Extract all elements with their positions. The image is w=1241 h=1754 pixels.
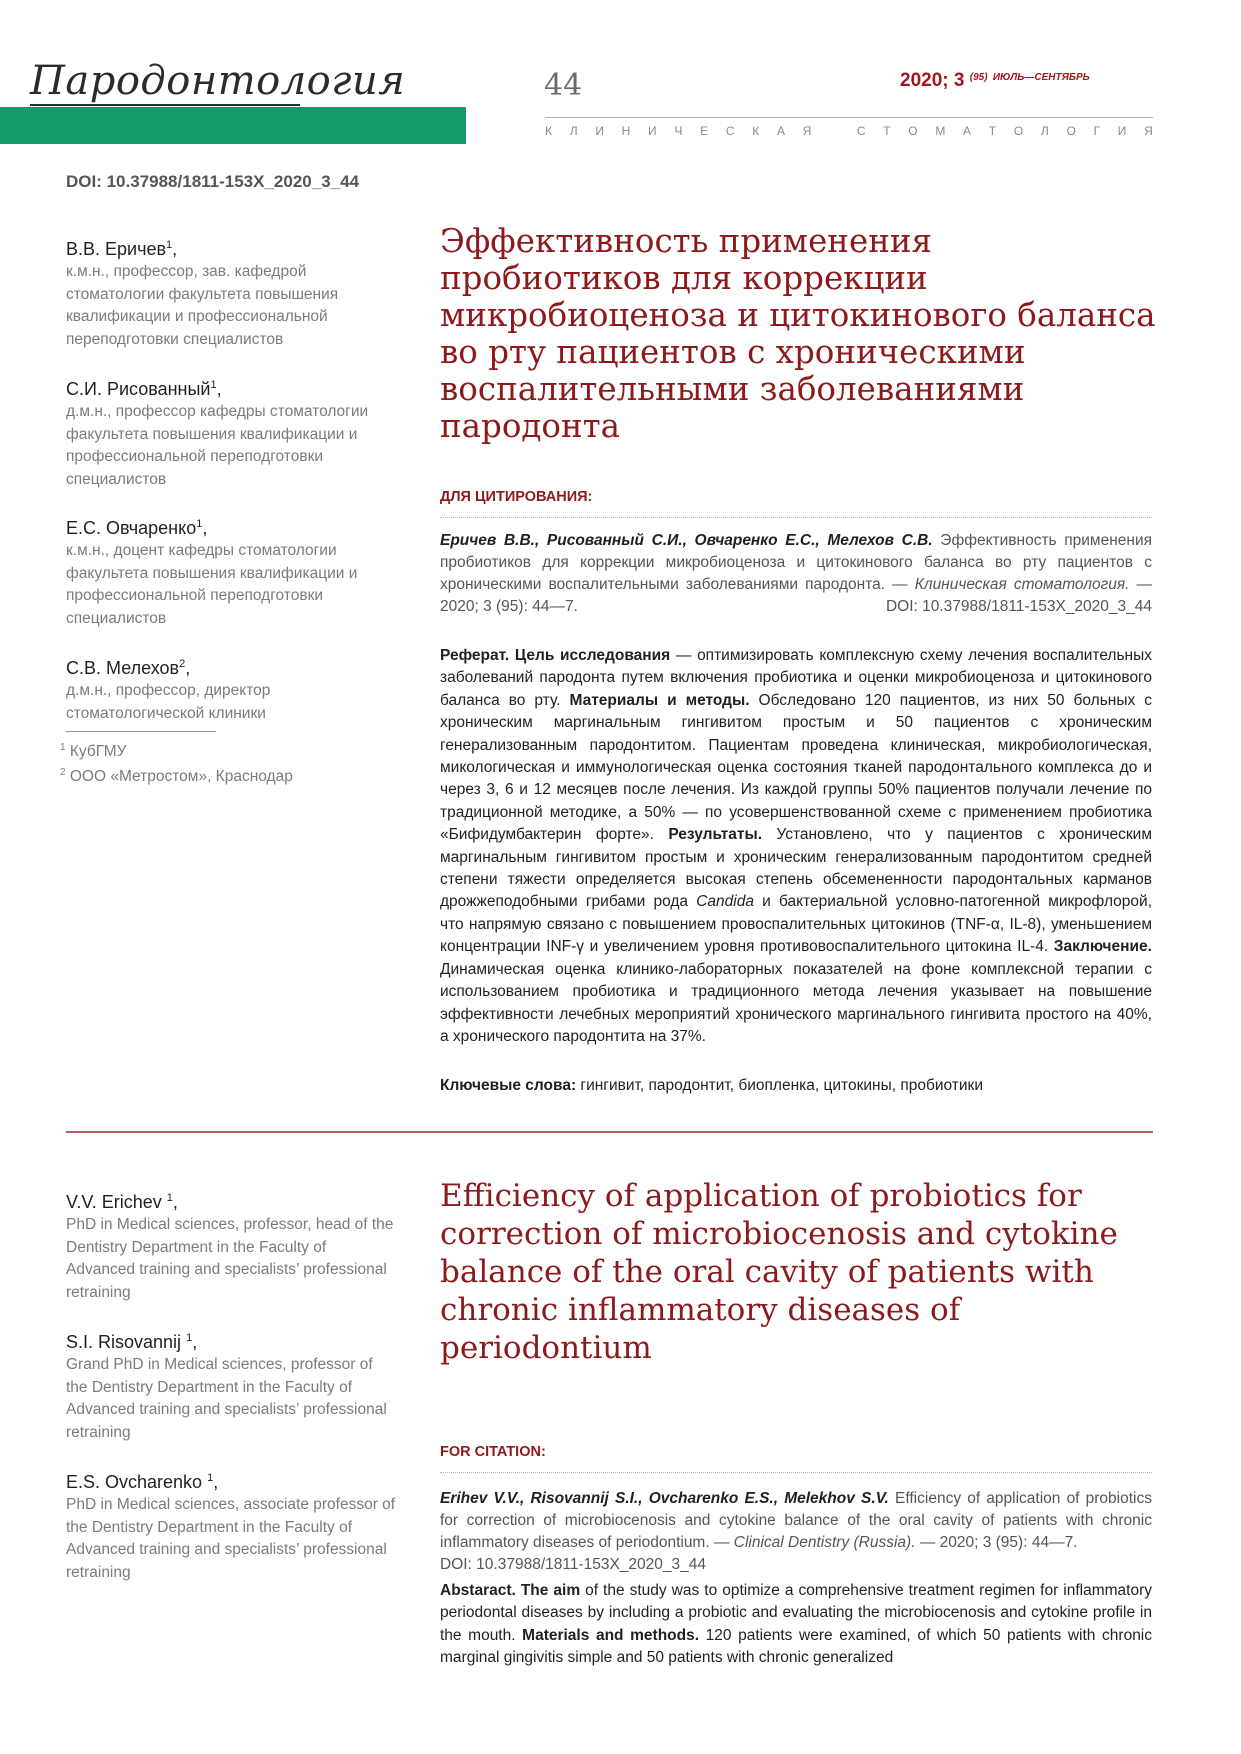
citation-label-ru: ДЛЯ ЦИТИРОВАНИЯ: <box>440 489 593 505</box>
author-en-1: V.V. Erichev $^1$, PhD in Medical sciences, professor, head of the Dentistry Department in the Faculty of Advanced training and specialists’ professional retraining <box>66 1186 396 1304</box>
journal-letter: К <box>545 124 552 138</box>
footnote-1 <box>60 737 127 763</box>
author-ru-2: С.И. Рисованный$^1$, д.м.н., профессор кафедры стоматологии факультета повышения квалификации и профессиональной переподготовки специалистов <box>66 373 396 491</box>
title-ru: Эффективность применения пробиотиков для коррекции микробиоценоза и цитокинового баланса во рту пациентов с хроническими воспалительными заболеваниями пародонта <box>440 222 1156 445</box>
author-name: Е.С. Овчаренко <box>66 518 197 538</box>
issue-period: ИЮЛЬ—СЕНТЯБРЬ <box>992 72 1090 83</box>
citation-journal: Clinical Dentistry (Russia). <box>733 1534 916 1551</box>
abstract-text: Динамическая оценка клинико-лабораторных показателей на фоне комплексной терапии с использованием пробиотика и традиционного метода лечения указывает на повышение эффективности лечебных мероприятий хронического маргинального гингивита простого на 40%, а хронического пародонтита на 37%. <box>440 960 1152 1045</box>
abstract-text: 120 patients were examined, of which 50 patients with chronic marginal gingivitis simple and 50 patients with chronic generalized <box>440 1626 1153 1667</box>
citation-label-en: FOR CITATION: <box>440 1444 546 1460</box>
keywords-ru <box>440 1077 983 1095</box>
logo-underline <box>30 104 300 106</box>
author-ru-3: Е.С. Овчаренко$^1$, к.м.н., доцент кафедры стоматологии факультета повышения квалификации и профессиональной переподготовки специалистов <box>66 512 396 630</box>
citation-tail: — 2020; 3 (95): 44—7. <box>440 576 1152 615</box>
author-affiliation: д.м.н., профессор, директор стоматологической клиники <box>66 682 271 722</box>
journal-letter: М <box>935 124 946 138</box>
author-affiliation: PhD in Medical sciences, professor, head of the Dentistry Department in the Faculty of Advanced training and specialists’ professional retraining <box>66 1216 394 1301</box>
abstract-text: и бактериальной условно-патогенной микрофлорой, что напрямую связано с повышением провоспалительных цитокинов (TNF-α, IL-8), уменьшением концентрации INF-γ и увеличением уровня противовоспалительного цитокина IL-4. <box>440 893 1152 956</box>
author-name: С.В. Мелехов <box>66 658 180 678</box>
author-name: E.S. Ovcharenko <box>66 1472 203 1492</box>
abstract-italic: Candida <box>696 893 754 911</box>
citation-en <box>440 1488 1152 1576</box>
article-doi: DOI: 10.37988/1811-153X_2020_3_44 <box>66 172 360 191</box>
journal-name <box>545 124 1153 138</box>
abstract-heading: Реферат. Цель исследования <box>440 647 671 664</box>
abstract-text: Обследовано 120 пациентов, из них 50 больных с хроническим маргинальным гингивитом простым и 50 пациентов с хроническим генерализованным пародонтитом. Пациентам проведена клиническая, микробиологическая, микологическая и иммунологическая оценка состояния тканей пародонтального комплекса до и через 3, 6 и 12 месяцев после лечения. Из каждой группы 50% пациентов получали лечение по традиционной методике, а 50% — по усовершенствованной схеме с применением пробиотика «Бифидумбактерин форте». <box>440 691 1152 844</box>
author-sup: 1 <box>207 1472 214 1484</box>
journal-letter: О <box>908 124 918 138</box>
author-sup: 1 <box>196 518 203 530</box>
author-affiliation: д.м.н., профессор кафедры стоматологии факультета повышения квалификации и профессиональной переподготовки специалистов <box>66 403 369 488</box>
footnote-text: КубГМУ <box>69 743 127 761</box>
keywords-label: Ключевые слова: <box>440 1077 577 1094</box>
abstract-text: Установлено, что у пациентов с хроническим маргинальным гингивитом простым и хроническим генерализованным пародонтитом средней степени тяжести определяется высокая степень обсемененности пародонтальных карманов дрожжеподобными грибами рода <box>440 826 1152 911</box>
abstract-en <box>440 1580 1152 1670</box>
author-affiliation: PhD in Medical sciences, associate professor of the Dentistry Department in the Faculty of Advanced training and specialists’ professional retraining <box>66 1496 396 1581</box>
issue-info <box>900 70 1090 92</box>
journal-letter: Ч <box>674 124 683 138</box>
journal-letter: Т <box>988 124 997 138</box>
author-sup: 1 <box>166 239 173 251</box>
journal-letter: А <box>963 124 972 138</box>
issue-year: 2020; 3 <box>900 70 965 91</box>
abstract-ru <box>440 645 1152 1048</box>
title-en: Efficiency of application of probiotics for correction of microbiocenosis and cytokine balance of the oral cavity of patients with chronic inflammatory diseases of periodontium <box>440 1178 1118 1366</box>
section-logo: Пародонтология <box>30 58 406 104</box>
author-name: В.В. Еричев <box>66 239 167 259</box>
journal-letter: С <box>856 124 866 138</box>
author-en-2: S.I. Risovannij $^1$, Grand PhD in Medical sciences, professor of the Dentistry Department in the Faculty of Advanced training and specialists’ professional retraining <box>66 1326 396 1444</box>
journal-letter: А <box>776 124 785 138</box>
journal-letter: Н <box>621 124 631 138</box>
citation-ru <box>440 530 1152 618</box>
footnote-sup: 2 <box>60 767 66 778</box>
abstract-heading: Заключение. <box>1053 938 1152 956</box>
author-sup: 2 <box>179 658 186 670</box>
author-affiliation: к.м.н., доцент кафедры стоматологии факультета повышения квалификации и профессиональной переподготовки специалистов <box>66 542 358 627</box>
author-sup: 1 <box>210 379 217 391</box>
author-affiliation: к.м.н., профессор, зав. кафедрой стоматологии факультета повышения квалификации и профессиональной переподготовки специалистов <box>66 263 339 348</box>
abstract-heading: Результаты. <box>668 826 763 844</box>
citation-doi: DOI: 10.37988/1811-153X_2020_3_44 <box>440 1556 707 1573</box>
footnote-rule <box>66 731 216 732</box>
abstract-heading: Материалы и методы. <box>569 691 750 709</box>
journal-letter: Е <box>700 124 709 138</box>
citation-journal: Клиническая стоматология. <box>914 576 1130 593</box>
abstract-heading: Abstaract. The aim <box>440 1582 581 1599</box>
journal-letter: И <box>595 124 604 138</box>
citation-text: Эффективность применения пробиотиков для коррекции микробиоценоза и цитокинового баланса во рту пациентов с хроническими воспалительными заболеваниями пародонта. — <box>440 532 1153 593</box>
author-en-3: E.S. Ovcharenko $^1$, PhD in Medical sciences, associate professor of the Dentistry Department in the Faculty of Advanced training and specialists’ professional retraining <box>66 1466 396 1584</box>
journal-letter: Л <box>1040 124 1049 138</box>
citation-divider-en <box>440 1472 1152 1473</box>
journal-letter: К <box>752 124 760 138</box>
author-name: S.I. Risovannij <box>66 1332 182 1352</box>
language-separator <box>66 1131 1153 1133</box>
journal-letter: И <box>1117 124 1127 138</box>
journal-letter: О <box>1066 124 1076 138</box>
author-sup: 1 <box>186 1332 193 1344</box>
journal-letter: Т <box>883 124 891 138</box>
header-green-bar <box>0 107 466 144</box>
citation-authors: Еричев В.В., Рисованный С.И., Овчаренко Е.С., Мелехов С.В. <box>440 532 933 549</box>
journal-letter: Я <box>1144 124 1153 138</box>
journal-letter: И <box>648 124 657 138</box>
footnote-2 <box>60 762 293 788</box>
journal-letter: О <box>1013 124 1024 138</box>
header-rule <box>545 117 1153 118</box>
citation-divider-ru <box>440 517 1152 518</box>
author-sup: 1 <box>166 1192 173 1204</box>
journal-letter: Г <box>1093 124 1101 138</box>
citation-tail: — 2020; 3 (95): 44—7. <box>915 1534 1078 1551</box>
journal-letter: Я <box>802 124 812 138</box>
journal-letter: Л <box>569 124 578 138</box>
author-ru-4: С.В. Мелехов$^2$, д.м.н., профессор, директор стоматологической клиники <box>66 652 396 725</box>
keywords-text: гингивит, пародонтит, биопленка, цитокины, пробиотики <box>576 1077 983 1094</box>
page-number: 44 <box>544 68 583 103</box>
abstract-text: — оптимизировать комплексную схему лечения воспалительных заболеваний пародонта путем включения пробиотика и оценки микробиоценоза и цитокинового баланса во рту. <box>440 647 1152 709</box>
footnote-text: ООО «Метростом», Краснодар <box>69 768 293 786</box>
abstract-heading: Materials and methods. <box>522 1626 700 1644</box>
author-ru-1: В.В. Еричев$^1$, к.м.н., профессор, зав. кафедрой стоматологии факультета повышения квалификации и профессиональной переподготовки специалистов <box>66 233 396 351</box>
author-affiliation: Grand PhD in Medical sciences, professor of the Dentistry Department in the Faculty of Advanced training and specialists’ professional retraining <box>66 1356 387 1441</box>
journal-letter <box>829 124 839 138</box>
author-name: V.V. Erichev <box>66 1192 162 1212</box>
citation-text: Efficiency of application of probiotics for correction of microbiocenosis and cytokine balance of the oral cavity of patients with chronic inflammatory diseases of periodontium. — <box>440 1490 1152 1551</box>
footnote-sup: 1 <box>60 742 66 753</box>
abstract-text: of the study was to optimize a comprehensive treatment regimen for inflammatory periodontal diseases by including a probiotic and evaluating the microbiocenosis and cytokine profile in the mouth. <box>440 1582 1152 1644</box>
citation-doi: DOI: 10.37988/1811-153X_2020_3_44 <box>885 598 1152 615</box>
issue-number: (95) <box>969 72 988 83</box>
journal-letter: С <box>725 124 735 138</box>
citation-authors: Erihev V.V., Risovannij S.I., Ovcharenko E.S., Melekhov S.V. <box>440 1490 889 1507</box>
author-name: С.И. Рисованный <box>66 379 211 399</box>
